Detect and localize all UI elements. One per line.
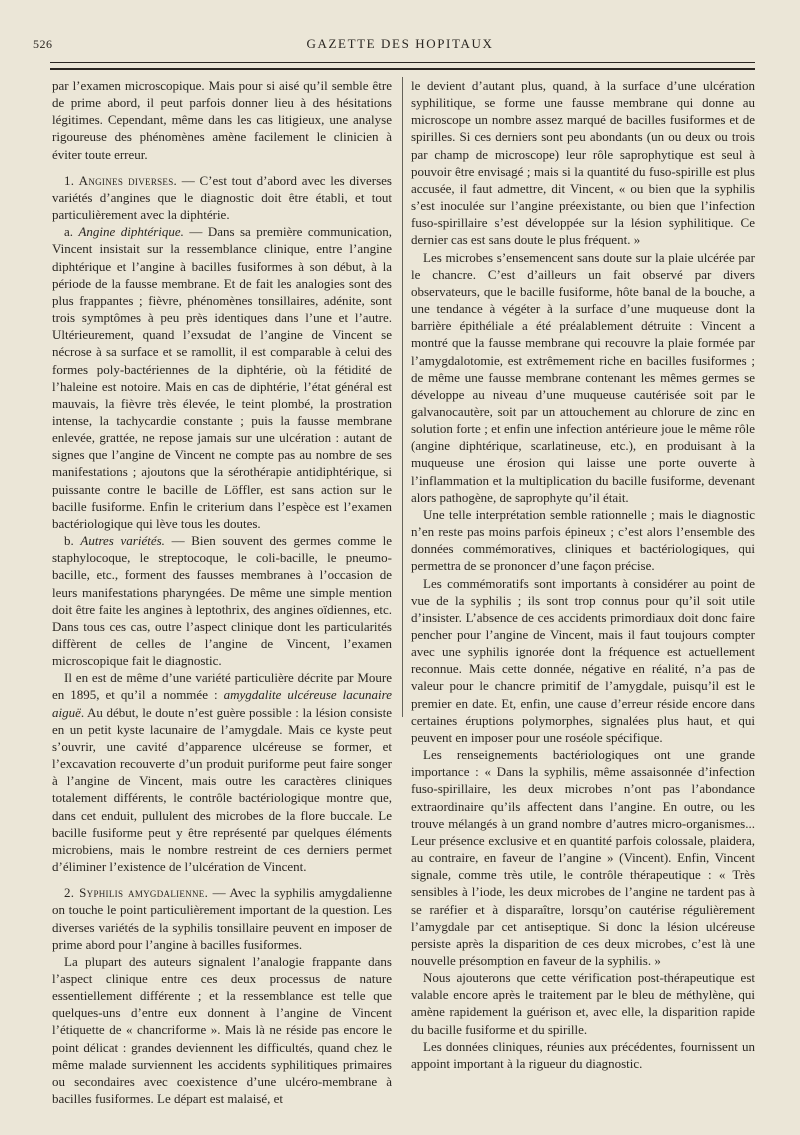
paragraph: a. Angine diphtérique. — Dans sa première communication, Vincent insistait sur la ressemblance clinique, entre l’angine diphtérique et l’angine à bacilles fusiformes à son début, à la période de la fausse membrane. Et de fait les analogies sont des plus frappantes ; fièvre, phénomènes tonsillaires, adénite, sont trois symptômes à peu près identiques dans l’une et l’autre. Ultérieurement, quand l’exsudat de l’angine de Vincent se nécrose à sa surface et se ramollit, il est comparable à celui des formes poly-bactériennes de la diphtérie, où la fétidité de l’haleine est notoire. Mais en cas de diphtérie, l’état général est mauvais, la fièvre très élevée, le teint plombé, la prostration intense, la tachycardie constante ; puis la fausse membrane enlevée, grattée, ne repose jamais sur une ulcération : autant de signes que l’angine de Vincent ne compte pas au nombre de ses manifestations ; ajoutons que la sérothérapie antidiphtérique, si puissante contre le bacille de Löffler, est sans action sur le bacille fusiforme. Enfin le criterium dans l’espèce est l’examen bactériologique qui lève tous les doutes. (52, 224, 393, 531)
subsection-label: b. (64, 533, 74, 549)
paragraph: 1. Angines diverses. — C’est tout d’abord avec les diverses variétés d’angines que le diagnostic doit être établi, et tout particulièrement avec la diphtérie. (52, 172, 392, 223)
paragraph: Les commémoratifs sont importants à considérer au point de vue de la syphilis ; ils sont trop connus pour qu’il soit utile d’insister. L’absence de ces accidents primordiaux doit donc faire pencher pour l’angine de Vincent, mais il faut toujours compter avec une syphilis ignorée dont la fréquence est actuellement reconnue. Mais cette donnée, négative en réalité, n’a pas de valeur pour le chancre primitif de l’amygdale, puisqu’il est le premier en date. Et, enfin, une cause d’erreur réside encore dans certaines éruptions polymorphes, signalées plus haut, et qui peuvent en imposer pour une roséole spécifique. (411, 575, 755, 745)
subsection-heading: Angine diphtérique. (78, 224, 184, 240)
left-column (52, 77, 392, 1107)
running-title: GAZETTE DES HOPITAUX (306, 36, 494, 51)
section-heading: 1. Angines diverses. (64, 172, 178, 188)
running-head (0, 34, 800, 54)
paragraph: Une telle interprétation semble rationnelle ; mais le diagnostic n’en reste pas moins parfois épineux ; c’est alors l’ensemble des données commémoratives, cliniques et bactériologiques, qui permettra de se prononcer d’une façon précise. (411, 506, 755, 574)
page-number: 526 (33, 37, 53, 51)
paragraph: Les données cliniques, réunies aux précédentes, fournissent un appoint important à la rigueur du diagnostic. (411, 1038, 755, 1071)
paragraph: b. Autres variétés. — Bien souvent des germes comme le staphylocoque, le streptocoque, le coli-bacille, le pneumo-bacille, etc., forment des fausses membranes à l’occasion de leurs manifestations pharyngées. De même une simple mention doit être faite les angines à leptothrix, des angines oïdiennes, etc. Dans tous ces cas, outre l’aspect clinique dont les particularités diffèrent de celles de l’angine de Vincent, l’examen microscopique fait le diagnostic. (52, 533, 392, 669)
paragraph: par l’examen microscopique. Mais pour si aisé qu’il semble être de prime abord, il peut parfois donner lieu à des hésitations légitimes. Cependant, même dans les cas litigieux, une analyse rigoureuse des phénomènes amène facilement le clinicien à éviter toute erreur. (52, 78, 392, 162)
paragraph: Nous ajouterons que cette vérification post-thérapeutique est valable encore après le traitement par le bleu de méthylène, qui amène rapidement la guérison et, avec elle, la disparition rapide du bacille fusiforme et du spirille. (411, 970, 755, 1037)
paragraph: Les renseignements bactériologiques ont une grande importance : « Dans la syphilis, même assaisonnée d’infection fuso-spirillaire, les deux microbes n’ont pas l’abondance extraordinaire qu’ils affectent dans l’angine. En outre, ou les trouve mélangés à un grand nombre d’autres micro-organismes... Leur présence exclusive et en quantité parfois colossale, plaidera, au contraire, en faveur de l’angine » (Vincent). Enfin, Vincent signale, comme très utile, le contrôle thérapeutique : « Très sensibles à l’iode, les deux microbes de l’angine ne tardent pas à se raréfier et à disparaître, lorsqu’on cautérise régulièrement l’amygdale par cet antiseptique. Si donc la lésion ulcéreuse persiste après la disparition de ces deux microbes, c’est là une nouvelle présomption en faveur de la syphilis. » (411, 747, 755, 968)
paragraph: La plupart des auteurs signalent l’analogie frappante dans l’aspect clinique entre ces deux processus de nature essentiellement différente ; et la ressemblance est telle que quelques-uns d’entre eux donnent à l’angine de Vincent l’étiquette de « chancriforme ». Mais là ne réside pas encore le point délicat : grandes deviennent les difficultés, quand chez le même malade surviennent les accidents syphilitiques primaires ou secondaires avec coexistence d’une ulcéro-membrane à bacilles fusiformes. Le départ est malaisé, et (52, 953, 392, 1107)
header-rule-thick (50, 68, 755, 70)
emphasis: amygdalite ulcéreuse lacunaire aiguë (52, 687, 392, 720)
column-divider (402, 77, 403, 717)
header-rule-thin (50, 62, 755, 63)
subsection-heading: Autres variétés. (80, 533, 165, 549)
right-column (411, 77, 755, 1072)
paragraph: Il en est de même d’une variété particulière décrite par Moure en 1895, et qu’il a nommée : amygdalite ulcéreuse lacunaire aiguë. Au début, le doute n’est guère possible : la lésion consiste en un petit kyste lacunaire de l’amygdale. Mais ce kyste peut s’ouvrir, une cavité d’apparence ulcéreuse se former, et l’excavation recouverte d’un produit puriforme peut faire songer à l’angine de Vincent, mais outre les caractères cliniques totalement différents, le contrôle bactériologique montre que, dans cet enduit, pullulent des microbes de la flore buccale. Le bacille fusiforme peut y être représenté par quelques éléments microbiens, mais le nombre restreint de ces derniers permet d’éliminer l’existence de l’ulcération de Vincent. (52, 670, 392, 875)
subsection-label: a. (64, 224, 74, 240)
paragraph: le devient d’autant plus, quand, à la surface d’une ulcération syphilitique, se forme une fausse membrane qui donne au microscope un nombre assez marqué de bacilles fusiformes et de spirilles. Si ces derniers sont peu abondants (un ou deux ou trois par champ de microscope) leur rôle saprophytique est seul à pouvoir être envisagé ; mais si la quantité du fuso-spirille est plus accusée, il faut admettre, dit Vincent, « ou bien que la syphilis s’est inoculée sur l’angine préexistante, ou bien que l’infection fuso-spirillaire s’est développée sur la lésion syphilitique. Ce dernier cas est sans doute le plus fréquent. » (411, 78, 755, 248)
paragraph: Les microbes s’ensemencent sans doute sur la plaie ulcérée par le chancre. C’est d’ailleurs un fait observé par divers observateurs, que le bacille fusiforme, hôte banal de la bouche, a une tendance à végéter à la surface d’une muqueuse dont la barrière épithéliale a été préalablement détruite : Vincent a montré que la fausse membrane qui recouvre la plaie formée par l’amygdalotomie, est extrêmement riche en bacilles fusiformes ; de même une fausse membrane contenant les mêmes germes se développe au niveau d’une muqueuse cautérisée soit par le galvanocautère, soit par un attouchement au chlorure de zinc en solution forte ; et enfin une infection antérieure joue le même rôle (angine diphtérique, scarlatineuse, etc.), en produisant à la muqueuse une érosion qui laisse une porte ouverte à l’inflammation et la multiplication du bacille fusiforme, devenant alors pathogène, de saprophyte qu’il était. (411, 249, 755, 505)
paragraph: 2. Syphilis amygdalienne. — Avec la syphilis amygdalienne on touche le point particulièrement important de la question. Les diverses variétés de la syphilis tonsillaire peuvent en imposer de prime abord pour l’angine à bacilles fusiformes. (52, 885, 392, 952)
section-heading: 2. Syphilis amygdalienne. (64, 885, 209, 901)
